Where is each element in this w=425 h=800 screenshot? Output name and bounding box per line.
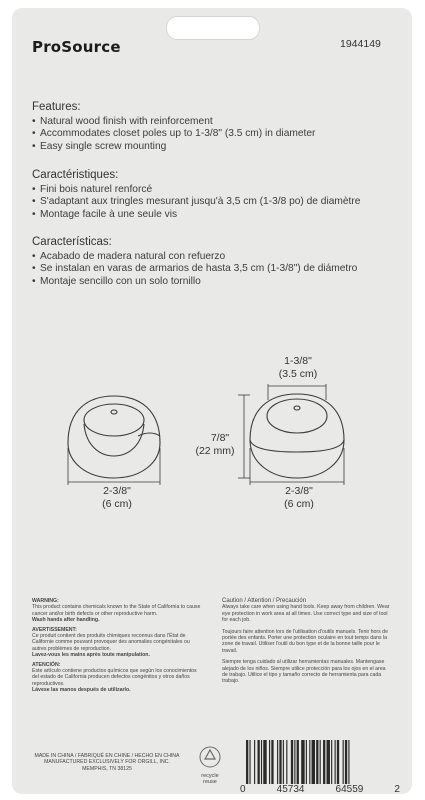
caution-text-en: Always take care when using hand tools. Keep away from children. Wear eye protection in work area at all times. Use correct type and size of tool for each job. (222, 604, 390, 624)
feature-item: • Natural wood finish with reinforcement (32, 116, 315, 128)
barcode-bar (254, 740, 255, 784)
barcode-bar (277, 740, 278, 784)
warning-bold-es: Lávese las manos después de utilizarlo. (32, 687, 131, 694)
caracteristicas-title: Características: (32, 236, 112, 248)
barcode-bar (309, 740, 310, 784)
barcode-bar (279, 740, 281, 784)
caracteristica-item: • Acabado de madera natural con refuerzo (32, 251, 357, 263)
barcode-bar (246, 740, 248, 784)
barcode-bar (345, 740, 347, 784)
recycle-icon (198, 746, 222, 768)
reuse-label: reuse (203, 779, 217, 785)
right-width-cm-label: (6 cm) (284, 498, 314, 510)
barcode-bar (291, 740, 293, 784)
barcode-bar (294, 740, 295, 784)
caracteristique-item: • Montage facile à une seule vis (32, 209, 360, 221)
caracteristica-item: • Se instalan en varas de armarios de hasta 3,5 cm (1-3/8") de diámetro (32, 263, 357, 275)
warning-block (32, 598, 202, 694)
barcode-digit-group: 64559 (335, 784, 364, 795)
barcode-bar (327, 740, 330, 784)
caution-title: Caution / Attention / Precaución (222, 598, 307, 604)
feature-item: • Easy single screw mounting (32, 141, 315, 153)
left-bracket-drawing (68, 396, 160, 478)
warning-title-es: ATENCIÓN: (32, 661, 61, 668)
barcode-bar (337, 740, 339, 784)
barcode-bar (249, 740, 250, 784)
warning-bold-fr: Lavez-vous les mains après toute manipulation. (32, 652, 150, 659)
barcode-bar (283, 740, 284, 784)
feature-item: • Accommodates closet poles up to 1-3/8" (3.5 cm) in diameter (32, 128, 315, 140)
barcode-bar (263, 740, 266, 784)
barcode-bar (286, 740, 287, 784)
right-width-label: 2-3/8" (285, 485, 313, 497)
barcode-digit-group: 45734 (276, 784, 305, 795)
barcode (240, 740, 400, 786)
caution-text-fr: Toujours faire attention lors de l'utilisation d'outils manuels. Tenir hors de portée des enfants. Porter une protection oculaire en tout temps dans la zone de travail. Utiliser l'outil du bon type et de la bonne taille pour le travail. (222, 628, 388, 654)
recycle-logo (192, 746, 228, 785)
made-in-text: MADE IN CHINA / FABRIQUÉ EN CHINE / HECHO EN CHINA MANUFACTURED EXCLUSIVELY FOR ORGILL, INC. MEMPHIS, TN 38125 (34, 753, 180, 772)
barcode-bar (269, 740, 270, 784)
warning-text-fr: Ce produit contient des produits chimiques reconnus dans l'État de Californie comme pouvant provoquer des anomalies congénitales ou autres problèmes de reproduction. (32, 633, 190, 652)
caution-text-es: Siempre tenga cuidado al utilizar herramientas manuales. Mantengase alejado de los niños. Siempre utilice protección para los ojos en el area de trabajo. Utilice el tipo y tamaño correcto de herramienta para cada trabajo. (222, 659, 386, 685)
left-width-cm-label: (6 cm) (102, 498, 132, 510)
caracteristiques-title: Caractéristiques: (32, 169, 119, 181)
warning-text-es: Este artículo contiene productos químicos que según los conocimientos del estado de California producen defectos congénitos y otros daños reproductivos. (32, 668, 197, 687)
caution-block (222, 598, 392, 685)
barcode-bar (343, 740, 344, 784)
barcode-bar (271, 740, 273, 784)
top-diameter-cm-label: (3.5 cm) (278, 368, 318, 380)
barcode-number (240, 784, 400, 795)
barcode-bar (335, 740, 336, 784)
barcode-bar (316, 740, 318, 784)
barcode-bar (297, 740, 299, 784)
height-label: 7/8" (210, 432, 230, 444)
barcode-bar (261, 740, 262, 784)
barcode-bar (323, 740, 325, 784)
barcode-bar (312, 740, 315, 784)
features-title: Features: (32, 101, 81, 113)
recycle-label: recycle (201, 773, 219, 779)
barcode-bar (258, 740, 260, 784)
right-bracket-drawing (250, 394, 344, 478)
barcode-digit-group: 0 (240, 784, 246, 795)
sku-number: 1944149 (340, 38, 381, 50)
brand-logo: ProSource (32, 38, 121, 56)
warning-title-fr: AVERTISSEMENT: (32, 626, 77, 633)
caracteristique-item: • S'adaptant aux tringles mesurant jusqu'à 3,5 cm (1-3/8 po) de diamètre (32, 196, 360, 208)
warning-text-en: This product contains chemicals known to the State of California to cause cancer and/or birth defects or other reproductive harm. (32, 604, 201, 617)
left-width-label: 2-3/8" (103, 485, 131, 497)
barcode-bar (301, 740, 304, 784)
caracteristique-item: • Fini bois naturel renforcé (32, 184, 360, 196)
caracteristica-item: • Montaje sencillo con un solo tornillo (32, 276, 357, 288)
barcode-bar (320, 740, 321, 784)
height-mm-label: (22 mm) (195, 445, 235, 457)
barcode-bar (306, 740, 307, 784)
barcode-bar (331, 740, 332, 784)
warning-title-en: WARNING: (32, 598, 59, 604)
top-diameter-label: 1-3/8" (284, 355, 312, 367)
barcode-digit-group: 2 (394, 784, 400, 795)
warning-bold-en: Wash hands after handling. (32, 617, 100, 624)
barcode-bar (348, 740, 349, 784)
